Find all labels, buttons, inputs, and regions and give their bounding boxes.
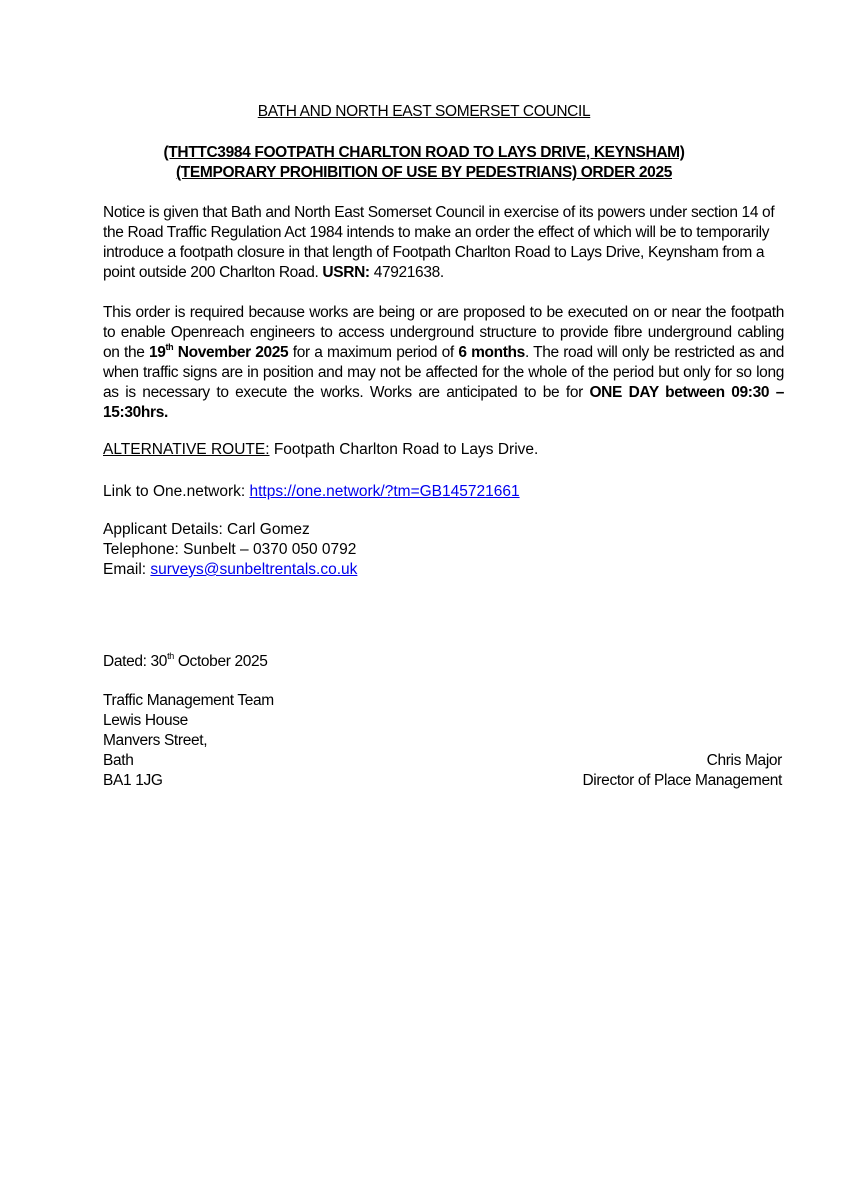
notice-text: Notice is given that Bath and North East Somerset Council in exercise of its powers under section 14 of the Road Traffic Regulation Act 1984 intends to make an order the effect of which will be to temporarily introduce a footpath closure in that length of Footpath Charlton Road to Lays Drive, Keynsham from a point outside 200 Charlton Road. bbox=[103, 204, 775, 281]
one-network-link-line bbox=[103, 482, 784, 502]
signature-block bbox=[582, 751, 782, 791]
works-date bbox=[148, 341, 289, 361]
applicant-email-link[interactable]: surveys@sunbeltrentals.co.uk bbox=[150, 561, 358, 578]
reason-part-2: for a maximum period of bbox=[288, 344, 459, 361]
alternative-route bbox=[103, 440, 784, 460]
applicant-details bbox=[103, 520, 784, 580]
works-date-suffix: th bbox=[165, 341, 174, 352]
address-line: Traffic Management Team bbox=[103, 692, 274, 709]
works-duration: ONE DAY between 09:30 – 15:30hrs. bbox=[103, 384, 784, 421]
dated bbox=[103, 652, 784, 672]
council-title: BATH AND NORTH EAST SOMERSET COUNCIL bbox=[257, 103, 591, 120]
max-period: 6 months bbox=[458, 344, 525, 361]
works-date-rest: November 2025 bbox=[173, 344, 289, 361]
applicant-name: Applicant Details: Carl Gomez bbox=[103, 521, 310, 538]
order-title-line-1: (THTTC3984 FOOTPATH CHARLTON ROAD TO LAYS DRIVE, KEYNSHAM) bbox=[163, 144, 685, 161]
reason-part-3: . The road will only be restricted as and when traffic signs are in position and may not be affected for the whole of the period but only for so long as is necessary to execute the works. Works are anticipated to be for bbox=[103, 344, 785, 401]
address-line: BA1 1JG bbox=[103, 772, 163, 789]
address-line: Bath bbox=[103, 752, 134, 769]
alternative-route-value: Footpath Charlton Road to Lays Drive. bbox=[269, 441, 539, 458]
reason-part-1: This order is required because works are being or are proposed to be executed on or near the footpath to enable Openreach engineers to access underground structure to provide fibre underground cabling on the bbox=[103, 304, 784, 361]
dated-rest: October 2025 bbox=[173, 653, 268, 670]
dated-label: Dated: 30 bbox=[103, 653, 168, 670]
usrn-value: 47921638. bbox=[369, 264, 444, 281]
address-line: Lewis House bbox=[103, 712, 188, 729]
one-network-link[interactable]: https://one.network/?tm=GB145721661 bbox=[249, 483, 520, 500]
one-network-label: Link to One.network: bbox=[103, 483, 250, 500]
dated-suffix: th bbox=[167, 650, 174, 661]
reason-paragraph bbox=[103, 303, 784, 423]
signatory-name: Chris Major bbox=[706, 752, 782, 769]
signatory-title: Director of Place Management bbox=[582, 772, 782, 789]
alternative-route-label: ALTERNATIVE ROUTE: bbox=[103, 441, 270, 458]
works-date-day: 19 bbox=[148, 344, 166, 361]
applicant-telephone: Telephone: Sunbelt – 0370 050 0792 bbox=[103, 541, 357, 558]
applicant-email-line bbox=[103, 560, 784, 580]
applicant-email-label: Email: bbox=[103, 561, 151, 578]
notice-paragraph bbox=[103, 203, 784, 283]
order-title-line-2: (TEMPORARY PROHIBITION OF USE BY PEDESTRIANS) ORDER 2025 bbox=[175, 164, 672, 181]
address-line: Manvers Street, bbox=[103, 732, 208, 749]
usrn-label: USRN: bbox=[322, 264, 370, 281]
order-title bbox=[0, 143, 848, 183]
